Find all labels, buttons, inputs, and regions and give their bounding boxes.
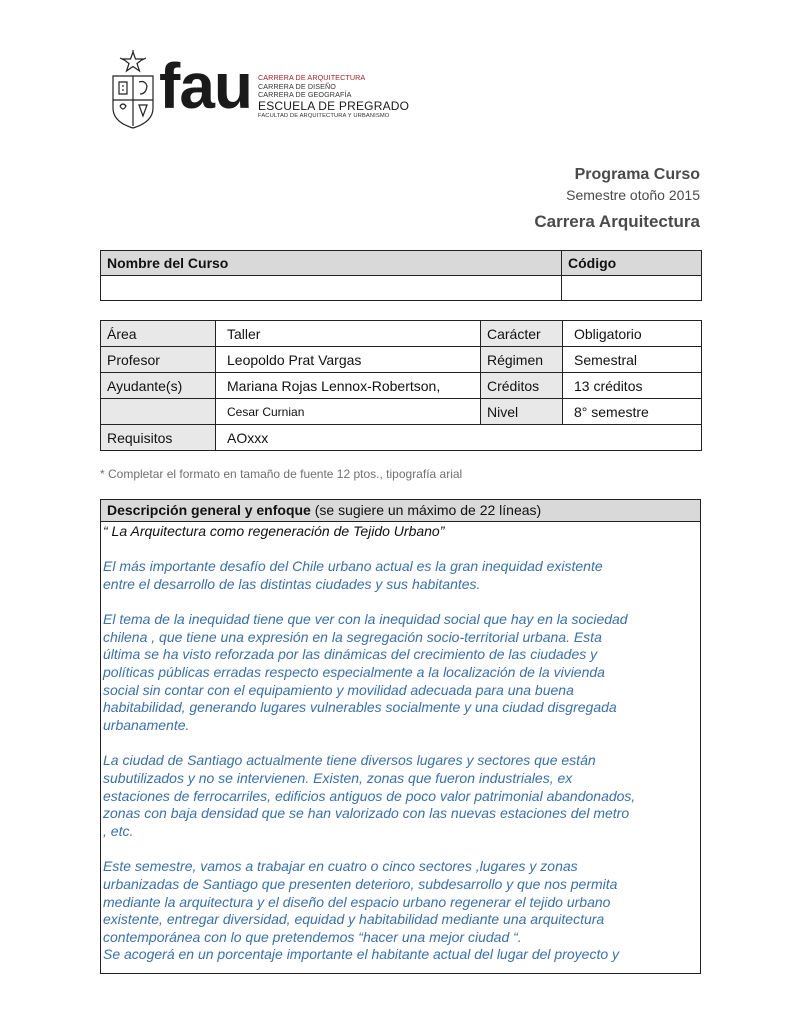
course-name-table: [100, 250, 702, 301]
paragraph-line: Este semestre, vamos a trabajar en cuatro o cinco sectores ,lugares y zonas: [103, 858, 578, 875]
profesor-value: Leopoldo Prat Vargas: [216, 347, 481, 373]
creditos-value: 13 créditos: [563, 373, 702, 399]
course-name-value: [101, 276, 562, 301]
paragraph-line: Se acogerá en un porcentaje importante el habitante actual del lugar del proyecto y: [103, 946, 620, 963]
paragraph-line: entre el desarrollo de las distintas ciudades y sus habitantes.: [103, 575, 481, 592]
creditos-label: Créditos: [481, 373, 563, 399]
paragraph-line: existente, entregar diversidad, equidad y habitabilidad mediante una arquitectura: [103, 911, 605, 928]
description-heading-bold: Descripción general y enfoque: [107, 502, 311, 518]
nivel-label: Nivel: [481, 399, 563, 425]
logo-line-escuela: ESCUELA DE PREGRADO: [258, 98, 410, 113]
fau-wordmark: fau: [159, 50, 252, 122]
course-name-header: Nombre del Curso: [101, 251, 562, 276]
nivel-value: 8° semestre: [563, 399, 702, 425]
description-paragraph: [103, 858, 698, 964]
paragraph-line: El más importante desafío del Chile urbano actual es la gran inequidad existente: [103, 558, 603, 574]
paragraph-line: La ciudad de Santiago actualmente tiene diversos lugares y sectores que están: [103, 752, 596, 769]
paragraph-line: mediante la arquitectura y el diseño del espacio urbano regenerar el tejido urbano: [103, 893, 611, 910]
area-label: Área: [101, 321, 216, 347]
caracter-value: Obligatorio: [563, 321, 702, 347]
logo-line-diseno: CARRERA DE DISEÑO: [258, 81, 336, 91]
logo-line-arquitectura: CARRERA DE ARQUITECTURA: [258, 73, 366, 82]
university-seal-icon: [110, 50, 156, 130]
paragraph-line: El tema de la inequidad tiene que ver con la inequidad social que hay en la sociedad: [103, 611, 628, 628]
description-box: [100, 499, 701, 974]
description-paragraph: [103, 611, 698, 734]
caracter-label: Carácter: [481, 321, 563, 347]
regimen-value: Semestral: [563, 347, 702, 373]
description-paragraph: [103, 752, 698, 840]
ayudante-value: Mariana Rojas Lennox-Robertson,: [216, 373, 481, 399]
requisitos-label: Requisitos: [101, 425, 216, 451]
format-note: * Completar el formato en tamaño de fuente 12 ptos., tipografía arial: [100, 467, 463, 481]
course-info-table: [100, 320, 702, 451]
course-code-header: Código: [562, 251, 702, 276]
paragraph-line: habitabilidad, generando lugares vulnerables socialmente y una ciudad disgregada: [103, 699, 617, 716]
ayudante-label: Ayudante(s): [101, 373, 216, 399]
ayudante-label-continued: [101, 399, 216, 425]
paragraph-line: políticas públicas erradas respecto especialmente a la localización de la vivienda: [103, 663, 605, 680]
semester-label: Semestre otoño 2015: [566, 187, 700, 203]
paragraph-line: subutilizados y no se intervienen. Existen, zonas que fueron industriales, ex: [103, 769, 573, 786]
paragraph-line: última se ha visto reforzada por las dinámicas del crecimiento de las ciudades y: [103, 646, 598, 663]
description-body: [101, 522, 700, 964]
fau-logo: [110, 50, 410, 130]
logo-text-lines: [258, 74, 409, 120]
description-paragraph: [103, 558, 698, 593]
paragraph-line: urbanamente.: [103, 716, 190, 733]
logo-line-geografia: CARRERA DE GEOGRAFÍA: [258, 90, 352, 99]
career-title: Carrera Arquitectura: [534, 212, 700, 231]
paragraph-line: urbanizadas de Santiago que presenten deterioro, subdesarrollo y que nos permita: [103, 875, 618, 892]
regimen-label: Régimen: [481, 347, 563, 373]
area-value: Taller: [216, 321, 481, 347]
paragraph-line: zonas con baja densidad que se han valorizado con las nuevas estaciones del metro: [103, 805, 630, 822]
description-heading: [101, 500, 700, 522]
paragraph-line: , etc.: [103, 822, 134, 839]
paragraph-line: contemporánea con lo que pretendemos “hacer una mejor ciudad “.: [103, 928, 522, 945]
ayudante-value-2: Cesar Curnian: [216, 399, 481, 425]
paragraph-line: chilena , que tiene una expresión en la segregación socio-territorial urbana. Esta: [103, 628, 602, 645]
profesor-label: Profesor: [101, 347, 216, 373]
paragraph-line: estaciones de ferrocarriles, edificios antiguos de poco valor patrimonial abandonados,: [103, 787, 636, 804]
course-code-value: [562, 276, 702, 301]
requisitos-value: AOxxx: [216, 425, 702, 451]
paragraph-line: social sin contar con el equipamiento y movilidad adecuada para una buena: [103, 681, 574, 698]
description-heading-hint: (se sugiere un máximo de 22 líneas): [310, 502, 542, 518]
logo-line-facultad: FACULTAD DE ARQUITECTURA Y URBANISMO: [258, 112, 390, 119]
description-quote: “ La Arquitectura como regeneración de Tejido Urbano”: [103, 523, 445, 539]
document-title: Programa Curso: [574, 166, 700, 183]
